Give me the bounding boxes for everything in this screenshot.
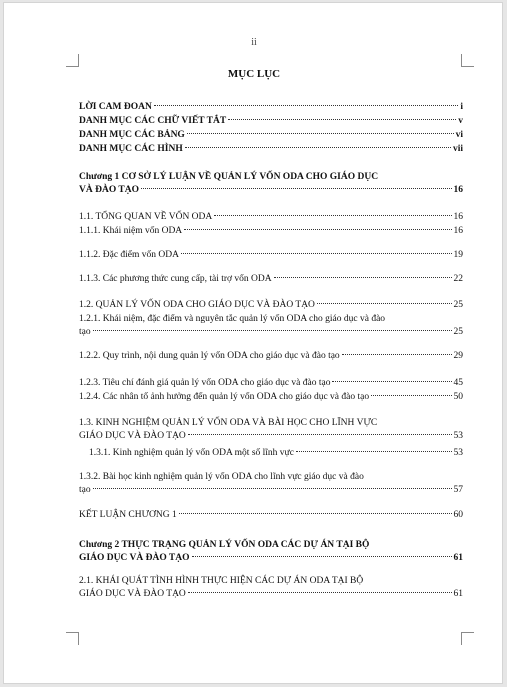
toc-entry-1-2-4[interactable]: 1.2.4. Các nhân tố ảnh hưởng đến quản lý vốn ODA cho giáo dục và đào tạo 50 [79, 392, 463, 402]
page-number: ii [251, 37, 257, 48]
crop-mark-bottom-left [66, 632, 79, 645]
toc-entry-1-1-2[interactable]: 1.1.2. Đặc điểm vốn ODA 19 [79, 250, 463, 260]
toc-entry-1-3[interactable]: 1.3. KINH NGHIỆM QUẢN LÝ VỐN ODA VÀ BÀI HỌC CHO LĨNH VỰC GIÁO DỤC VÀ ĐÀO TẠO 53 [79, 418, 463, 441]
toc-entry-cac-bang[interactable]: DANH MỤC CÁC BẢNG vi [79, 130, 463, 140]
crop-mark-top-left [66, 54, 79, 67]
toc-entry-1-2-3[interactable]: 1.2.3. Tiêu chí đánh giá quản lý vốn ODA cho giáo dục và đào tạo 45 [79, 378, 463, 388]
toc-entry-1-2-2[interactable]: 1.2.2. Quy trình, nội dung quản lý vốn ODA cho giáo dục và đào tạo 29 [79, 351, 463, 361]
toc-entry-1-3-1[interactable]: 1.3.1. Kinh nghiệm quản lý vốn ODA một số lĩnh vực 53 [89, 448, 463, 458]
crop-mark-top-right [461, 54, 474, 67]
toc-entry-ket-luan-chuong-1[interactable]: KẾT LUẬN CHƯƠNG 1 60 [79, 510, 463, 520]
toc-entry-1-2[interactable]: 1.2. QUẢN LÝ VỐN ODA CHO GIÁO DỤC VÀ ĐÀO TẠO 25 [79, 300, 463, 310]
toc-entry-cac-hinh[interactable]: DANH MỤC CÁC HÌNH vii [79, 144, 463, 154]
toc-entry-chuong-1[interactable]: Chương 1 CƠ SỞ LÝ LUẬN VỀ QUẢN LÝ VỐN ODA CHO GIÁO DỤC VÀ ĐÀO TẠO 16 [79, 172, 463, 195]
toc-title: MỤC LỤC [227, 68, 281, 80]
toc-entry-1-3-2[interactable]: 1.3.2. Bài học kinh nghiệm quản lý vốn ODA cho lĩnh vực giáo dục và đào tạo 57 [79, 472, 463, 495]
toc-entry-loi-cam-doan[interactable]: LỜI CAM ĐOAN i [79, 102, 463, 112]
toc-entry-1-1[interactable]: 1.1. TỔNG QUAN VỀ VỐN ODA 16 [79, 212, 463, 222]
toc-entry-1-1-3[interactable]: 1.1.3. Các phương thức cung cấp, tài trợ vốn ODA 22 [79, 274, 463, 284]
toc-entry-chu-viet-tat[interactable]: DANH MỤC CÁC CHỮ VIẾT TẮT v [79, 116, 463, 126]
document-page [3, 2, 503, 684]
toc-entry-1-2-1[interactable]: 1.2.1. Khái niệm, đặc điểm và nguyên tắc quản lý vốn ODA cho giáo dục và đào tạo 25 [79, 314, 463, 337]
toc-entry-2-1[interactable]: 2.1. KHÁI QUÁT TÌNH HÌNH THỰC HIỆN CÁC DỰ ÁN ODA TẠI BỘ GIÁO DỤC VÀ ĐÀO TẠO 61 [79, 576, 463, 599]
crop-mark-bottom-right [461, 632, 474, 645]
toc-entry-1-1-1[interactable]: 1.1.1. Khái niệm vốn ODA 16 [79, 226, 463, 236]
toc-entry-chuong-2[interactable]: Chương 2 THỰC TRẠNG QUẢN LÝ VỐN ODA CÁC DỰ ÁN TẠI BỘ GIÁO DỤC VÀ ĐÀO TẠO 61 [79, 540, 463, 563]
